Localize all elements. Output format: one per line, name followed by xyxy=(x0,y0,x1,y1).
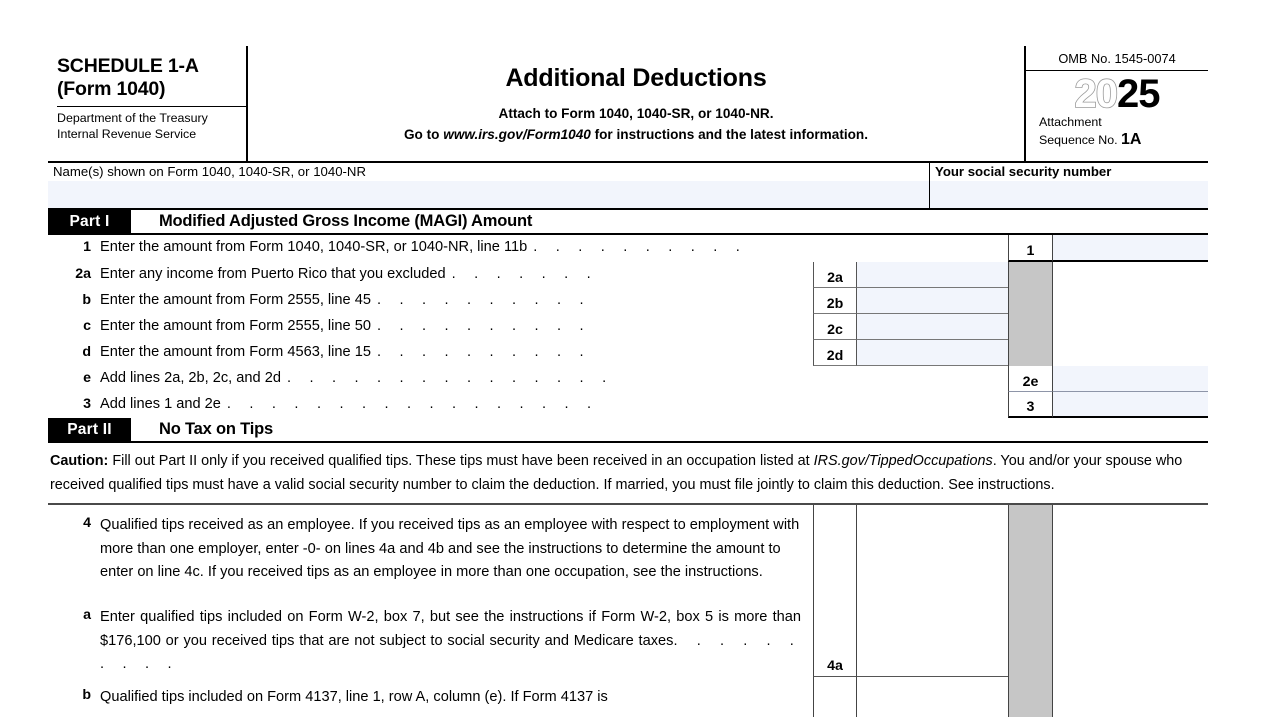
line-2e-leader: . . . . . . . . . . . . . . . xyxy=(286,370,614,386)
gray-block-4 xyxy=(1008,505,1053,597)
line-2e-number: e xyxy=(83,370,91,386)
gray-block-4a xyxy=(1008,597,1053,677)
line-2e-row xyxy=(48,366,1208,392)
line-3-leader: . . . . . . . . . . . . . . . . . xyxy=(226,396,599,412)
line-2b-text: Enter the amount from Form 2555, line 45 . . . . . . . . . . xyxy=(100,292,591,308)
line-4b-number: b xyxy=(82,686,91,703)
line-4-box-label-cell xyxy=(813,505,857,597)
line-4b-text: Qualified tips included on Form 4137, line 1, row A, column (e). If Form 4137 is xyxy=(100,688,608,705)
line-2c-leader: . . . . . . . . . . xyxy=(376,318,591,334)
line-2c-amount-input[interactable] xyxy=(857,314,1008,340)
schedule-title-line2: (Form 1040) xyxy=(57,78,166,100)
line-4b-box-label-cell xyxy=(813,677,857,717)
attachment-sequence xyxy=(1026,115,1208,150)
tipped-occupations-link[interactable]: IRS.gov/TippedOccupations xyxy=(813,453,993,469)
line-4a-row xyxy=(48,597,1208,677)
schedule-title-line1: SCHEDULE 1-A xyxy=(57,55,199,77)
header-right-block xyxy=(1026,46,1208,161)
spacer-2c xyxy=(1053,314,1208,340)
line-2b-number: b xyxy=(82,292,91,308)
line-2d-amount-input[interactable] xyxy=(857,340,1008,366)
line-1-box-label: 1 xyxy=(1008,235,1053,262)
attachment-label-line1: Attachment xyxy=(1039,115,1102,129)
name-field-group xyxy=(48,163,930,208)
header-left-block xyxy=(48,46,248,161)
line-4a-box-label: 4a xyxy=(813,597,857,677)
line-2a-leader: . . . . . . . xyxy=(451,266,598,282)
spacer-4a xyxy=(1053,597,1208,677)
line-4a-leader: . . . . . . . . . . xyxy=(100,632,801,673)
line-2a-amount-input[interactable] xyxy=(857,262,1008,288)
department-block xyxy=(57,111,246,143)
caution-label: Caution: xyxy=(50,453,109,469)
gray-block-2a xyxy=(1008,262,1053,288)
line-2d-box-label: 2d xyxy=(813,340,857,366)
department-line2: Internal Revenue Service xyxy=(57,126,197,141)
line-3-row xyxy=(48,392,1208,418)
line-4b-box-cell xyxy=(857,677,1008,717)
header-left-divider xyxy=(57,106,246,107)
ssn-input[interactable] xyxy=(930,181,1208,208)
line-2b-amount-input[interactable] xyxy=(857,288,1008,314)
spacer-2a xyxy=(1053,262,1208,288)
line-2b-leader: . . . . . . . . . . xyxy=(376,292,591,308)
form-header xyxy=(48,46,1208,163)
line-3-amount-input[interactable] xyxy=(1053,392,1208,418)
part-2-header xyxy=(48,418,1208,443)
part-2-caution xyxy=(48,443,1208,504)
part-1-lines xyxy=(48,235,1208,418)
line-2c-number: c xyxy=(83,318,91,334)
goto-instruction xyxy=(404,127,868,142)
line-2c-box-label: 2c xyxy=(813,314,857,340)
header-center-block xyxy=(248,46,1026,161)
line-2a-number: 2a xyxy=(75,266,91,282)
schedule-1a-form xyxy=(48,46,1208,717)
line-2d-leader: . . . . . . . . . . xyxy=(376,344,591,360)
part-1-header xyxy=(48,210,1208,235)
line-1-row xyxy=(48,235,1208,262)
line-4a-text: Enter qualified tips included on Form W-2, box 7, but see the instructions if Form W-2, box 5 is more than $176,100 or you received tips that are not subject to social security and Medicare taxes. . . . . . . . . . xyxy=(100,608,801,673)
line-4-row xyxy=(48,504,1208,597)
part-2-title: No Tax on Tips xyxy=(159,420,273,438)
tax-year-suffix: 25 xyxy=(1117,72,1160,116)
line-2d-text: Enter the amount from Form 4563, line 15 . . . . . . . . . . xyxy=(100,344,591,360)
tax-year-century: 20 xyxy=(1074,72,1117,116)
line-2c-text: Enter the amount from Form 2555, line 50 . . . . . . . . . . xyxy=(100,318,591,334)
line-1-number: 1 xyxy=(83,239,91,255)
omb-number: OMB No. 1545-0074 xyxy=(1026,46,1208,71)
line-2d-row xyxy=(48,340,1208,366)
line-2d-number: d xyxy=(82,344,91,360)
gray-block-2d xyxy=(1008,340,1053,366)
goto-url: www.irs.gov/Form1040 xyxy=(443,127,591,142)
line-4b-row xyxy=(48,677,1208,717)
schedule-title xyxy=(57,55,246,101)
name-label: Name(s) shown on Form 1040, 1040-SR, or 1040-NR xyxy=(53,164,366,179)
line-4-number: 4 xyxy=(83,514,91,531)
part-2-tag: Part II xyxy=(48,418,131,441)
line-1-text: Enter the amount from Form 1040, 1040-SR, or 1040-NR, line 11b . . . . . . . . . . xyxy=(100,239,748,255)
caution-text-2: . You and/or your spouse who received qualified tips must have a valid social security number to claim the deduction. If married, you must file jointly to claim this deduction. See instructions. xyxy=(50,453,1183,494)
name-input[interactable] xyxy=(48,181,929,208)
line-3-box-label: 3 xyxy=(1008,392,1053,418)
attachment-seq-value: 1A xyxy=(1120,131,1142,149)
department-line1: Department of the Treasury xyxy=(57,111,208,125)
line-2e-text: Add lines 2a, 2b, 2c, and 2d . . . . . . . . . . . . . . . xyxy=(100,370,614,386)
line-1-leader: . . . . . . . . . . xyxy=(533,239,748,255)
ssn-field-group xyxy=(930,163,1208,208)
line-2a-text: Enter any income from Puerto Rico that you excluded . . . . . . . xyxy=(100,266,598,282)
line-2c-row xyxy=(48,314,1208,340)
spacer-2d xyxy=(1053,340,1208,366)
line-4a-amount-input[interactable] xyxy=(857,597,1008,677)
line-4-box-cell xyxy=(857,505,1008,597)
attach-instruction: Attach to Form 1040, 1040-SR, or 1040-NR. xyxy=(498,106,774,121)
line-3-number: 3 xyxy=(83,396,91,412)
goto-suffix: for instructions and the latest information. xyxy=(590,127,869,142)
spacer-4 xyxy=(1053,505,1208,597)
line-2e-box-label: 2e xyxy=(1008,366,1053,392)
gray-block-2b xyxy=(1008,288,1053,314)
form-title: Additional Deductions xyxy=(505,64,767,92)
goto-prefix: Go to xyxy=(403,127,444,142)
taxpayer-identity-row xyxy=(48,163,1208,210)
caution-text-1: Fill out Part II only if you received qualified tips. These tips must have been received in an occupation listed at xyxy=(108,453,814,469)
attachment-label-line2: Sequence No. 1A xyxy=(1039,131,1142,149)
line-2a-row xyxy=(48,262,1208,288)
ssn-label: Your social security number xyxy=(935,164,1112,179)
gray-block-4b xyxy=(1008,677,1053,717)
line-2e-amount-input[interactable] xyxy=(1053,366,1208,392)
line-2a-box-label: 2a xyxy=(813,262,857,288)
line-1-amount-input[interactable] xyxy=(1053,235,1208,262)
spacer-4b xyxy=(1053,677,1208,717)
part-1-tag: Part I xyxy=(48,210,131,233)
tax-year xyxy=(1075,74,1160,114)
line-2b-box-label: 2b xyxy=(813,288,857,314)
gray-block-2c xyxy=(1008,314,1053,340)
line-3-text: Add lines 1 and 2e . . . . . . . . . . . . . . . . . xyxy=(100,396,599,412)
part-1-title: Modified Adjusted Gross Income (MAGI) Amount xyxy=(159,212,533,230)
spacer-2b xyxy=(1053,288,1208,314)
line-4a-number: a xyxy=(83,606,91,623)
line-2b-row xyxy=(48,288,1208,314)
line-4-text: Qualified tips received as an employee. If you received tips as an employee with respect to employment with more than one employer, enter -0- on lines 4a and 4b and see the instructions to determine the amount to enter on line 4c. If you received tips as an employee in more than one occupation, see the instructions. xyxy=(100,516,800,581)
